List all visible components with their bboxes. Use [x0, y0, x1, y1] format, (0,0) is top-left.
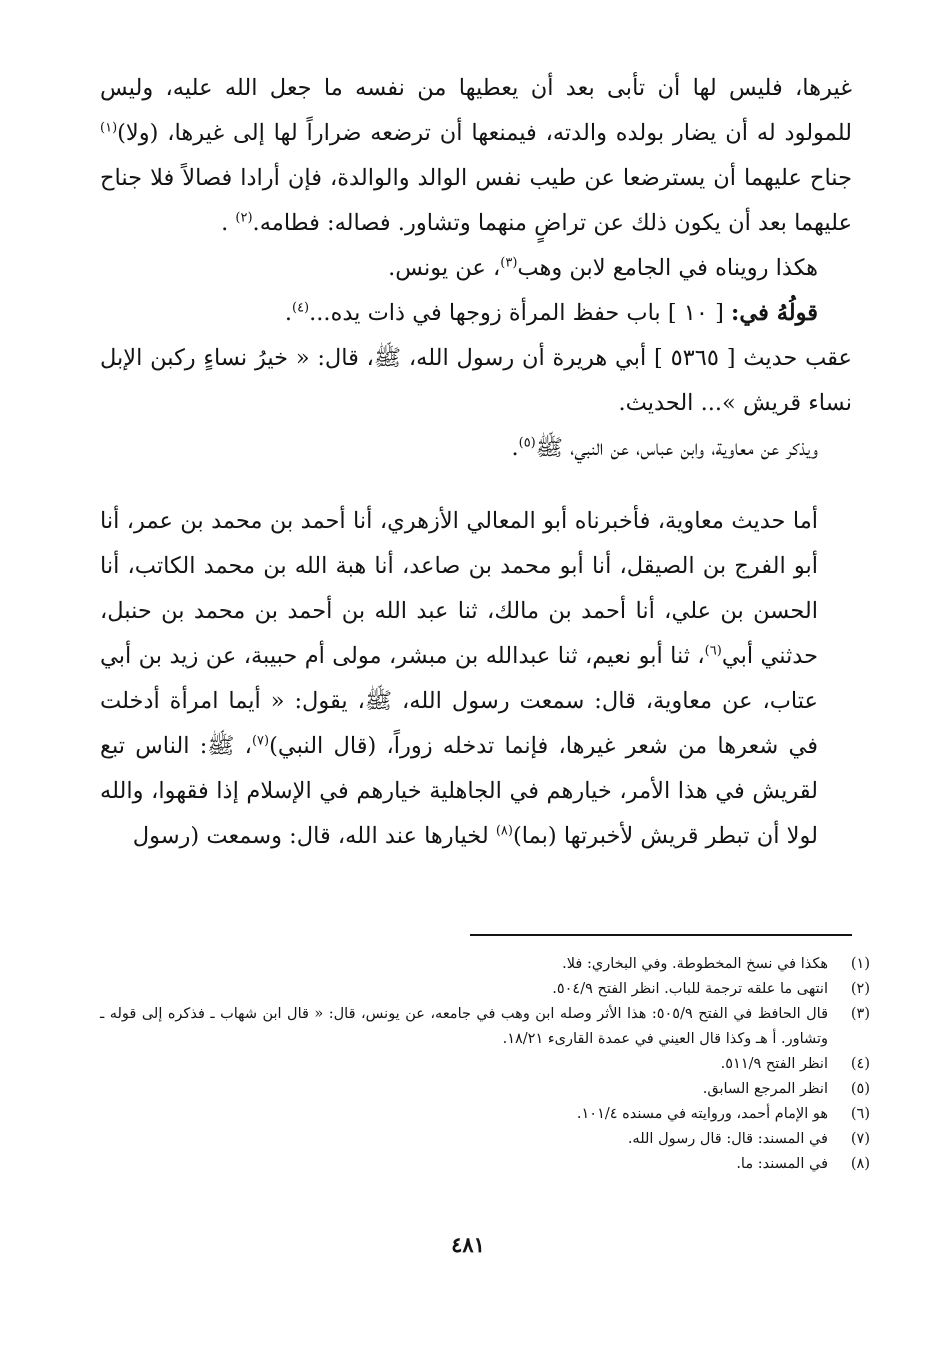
footnote-ref-1[interactable]: (١) [100, 120, 118, 136]
footnote-number: (١) [850, 956, 870, 972]
main-text [100, 66, 852, 859]
paragraph-text: ، عن يونس. [388, 255, 501, 281]
paragraph-text: جناح عليهما أن يسترضعا عن طيب نفس الوالد والوالدة، فإن أرادا فصالاً فلا جناح عليهما بعد أن يكون ذلك عن تراضٍ منهما وتشاور. فصاله: فطامه. [100, 165, 852, 236]
footnote-text: قال الحافظ في الفتح ٥٠٥/٩: هذا الأثر وصله ابن وهب في جامعه، عن يونس، قال: « قال ابن شهاب ـ فذكره إلى قوله ـ وتشاور. أ هـ وكذا قال العيني في عمدة القارىء ١٨/٢١. [100, 1006, 828, 1047]
footnotes [100, 952, 870, 1177]
footnote-8 [100, 1152, 870, 1177]
paragraph-text: هكذا رويناه في الجامع لابن وهب [517, 255, 818, 281]
paragraph-text: عقب حديث [ ٥٣٦٥ ] أبي هريرة أن رسول الله، ﷺ، قال: « خيرُ نساءٍ ركبن الإبل نساء قريش »... الحديث. [100, 345, 852, 416]
paragraph-1: غيرها، فليس لها أن تأبى بعد أن يعطيها من نفسه ما جعل الله عليه، وليس للمولود له أن يضار بولده والدته، فيمنعها أن ترضعه ضراراً لها إلى غيرها، (ولا)$^{(١)}$ جناح عليهما أن يسترضعا عن طيب نفس الوالد والوالدة، فإن أرادا فصالاً فلا جناح عليهما بعد أن يكون ذلك عن تراضٍ منهما وتشاور. فصاله: فطامه.$^{(٢)}$ . [100, 75, 852, 236]
paragraph-text: لخيارها عند الله، قال: وسمعت (رسول [132, 823, 496, 849]
footnote-text: هكذا في نسخ المخطوطة. وفي البخاري: فلا. [562, 956, 828, 972]
paragraph-text: غيرها، فليس لها أن تأبى بعد أن يعطيها من نفسه ما جعل الله عليه، وليس للمولود له أن يضار بولده والدته، فيمنعها أن ترضعه ضراراً لها إلى غيرها، (ولا) [100, 75, 852, 146]
paragraph-3: قولُهُ في: [ ١٠ ] باب حفظ المرأة زوجها في ذات يده...$^{(٤)}$. [284, 300, 818, 326]
paragraph-text: ، ﷺ: الناس تبع لقريش في هذا الأمر، خيارهم في الجاهلية خيارهم في الإسلام إذا فقهوا، والله لولا أن تبطر قريش لأخبرتها (بما) [100, 733, 818, 849]
footnote-text: هو الإمام أحمد، وروايته في مسنده ١٠١/٤. [576, 1106, 828, 1122]
footnote-text: انظر الفتح ٥١١/٩. [720, 1056, 828, 1072]
page-number: ٤٨١ [451, 1232, 485, 1257]
footnote-number: (٥) [850, 1081, 870, 1097]
paragraph-text: ، ثنا أبو نعيم، ثنا عبدالله بن مبشر، مولى أم حبيبة، عن زيد بن أبي عتاب، عن معاوية، قال: سمعت رسول الله، ﷺ، يقول: « أيما امرأة أدخلت في شعرها من شعر غيرها، فإنما تدخله زوراً، (قال النبي) [100, 643, 818, 759]
footnote-number: (٨) [850, 1156, 870, 1172]
footnote-1 [100, 952, 870, 977]
paragraph-text: . [511, 435, 519, 461]
paragraph-text: أما حديث معاوية، فأخبرناه أبو المعالي الأزهري، أنا أحمد بن محمد بن عمر، أنا أبو الفرج بن الصيقل، أنا أبو محمد بن صاعد، أنا هبة الله بن محمد الكاتب، أنا الحسن بن علي، أنا أحمد بن مالك، ثنا عبد الله بن أحمد بن محمد بن حنبل، حدثني أبي [100, 508, 818, 669]
bab-heading-text: [ ١٠ ] باب حفظ المرأة زوجها في ذات يده... [309, 300, 732, 326]
footnote-number: (٧) [850, 1131, 870, 1147]
footnote-ref-2[interactable]: (٢) [235, 210, 253, 226]
footnote-ref-6[interactable]: (٦) [704, 643, 722, 659]
paragraph-2 [100, 246, 852, 291]
footnote-divider [470, 934, 852, 936]
paragraph-text: ويذكر عن معاوية، وابن عباس، عن النبي، ﷺ [535, 435, 818, 461]
footnote-number: (٣) [850, 1006, 870, 1022]
footnote-3 [100, 1002, 870, 1052]
footnote-5 [100, 1077, 870, 1102]
footnote-text: في المسند: ما. [736, 1156, 828, 1172]
footnote-ref-3[interactable]: (٣) [500, 255, 518, 271]
footnote-6 [100, 1102, 870, 1127]
paragraph-4 [100, 336, 852, 426]
footnote-text: انتهى ما علقه ترجمة للباب. انظر الفتح ٥٠٤/٩. [552, 981, 828, 997]
footnote-7 [100, 1127, 870, 1152]
footnote-number: (٤) [850, 1056, 870, 1072]
footnote-2 [100, 977, 870, 1002]
footnote-text: في المسند: قال: قال رسول الله. [627, 1131, 828, 1147]
footnote-number: (٢) [850, 981, 870, 997]
footnote-ref-8[interactable]: (٨) [495, 823, 513, 839]
footnote-number: (٦) [850, 1106, 870, 1122]
footnote-ref-7[interactable]: (٧) [251, 733, 270, 749]
bab-heading-lead: قولُهُ في: [731, 300, 818, 326]
footnote-text: انظر المرجع السابق. [702, 1081, 828, 1097]
footnote-ref-5[interactable]: (٥) [518, 435, 536, 451]
paragraph-5 [100, 426, 852, 471]
footnote-4 [100, 1052, 870, 1077]
paragraph-6 [100, 499, 852, 859]
footnote-ref-4[interactable]: (٤) [291, 300, 310, 316]
